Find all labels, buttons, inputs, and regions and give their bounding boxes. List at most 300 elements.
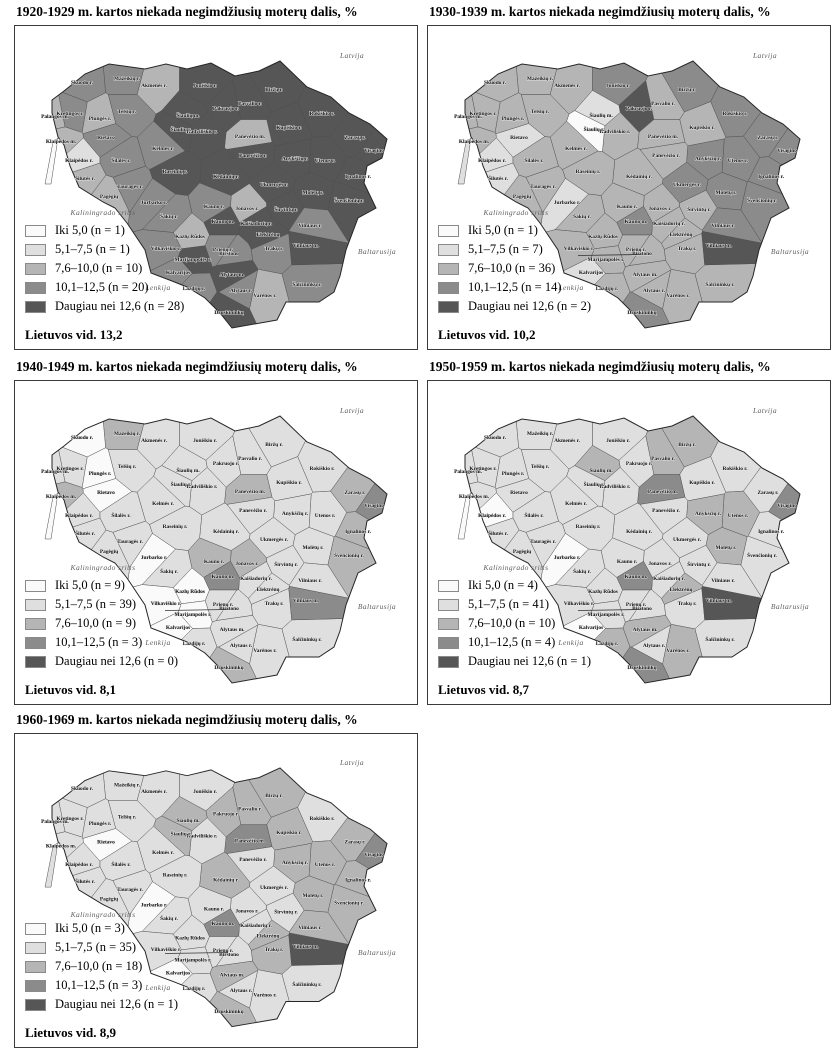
legend-swatch: [25, 244, 46, 256]
legend-row: [25, 636, 178, 649]
legend-label: 7,6–10,0 (n = 10): [55, 261, 143, 275]
municipality-label: Širvintų r.: [687, 207, 711, 213]
legend-row: [25, 281, 184, 294]
neighbor-label: Kaliningrado sritis: [483, 563, 549, 572]
legend-swatch: [25, 923, 46, 935]
municipality-label: Plungės r.: [88, 471, 112, 477]
municipality-label: Jonavos r.: [648, 206, 672, 212]
legend-row: [25, 979, 178, 992]
municipality-label: Vilniaus r.: [298, 223, 322, 229]
municipality-label: Vilniaus m.: [292, 944, 320, 951]
municipality-label: Kėdainių r.: [626, 529, 652, 535]
municipality-label: Alytaus r.: [229, 288, 253, 294]
municipality-label: Kaišiadorių r.: [653, 221, 685, 227]
municipality-label: Kretingos r.: [56, 111, 84, 117]
lithuania-average-label: Lietuvos vid. 8,1: [25, 682, 117, 697]
municipality-label: Mažeikių r.: [526, 76, 554, 82]
municipality-label: Ignalinos r.: [345, 877, 371, 884]
municipality-label: Kretingos r.: [469, 111, 497, 117]
municipality-label: Alytaus r.: [229, 643, 253, 649]
municipality-label: Pasvalio r.: [238, 101, 262, 107]
municipality-label: Klaipėdos m.: [458, 494, 490, 500]
municipality-label: Varėnos r.: [666, 293, 690, 299]
municipality-label: Klaipėdos m.: [45, 843, 77, 850]
municipality-label: Šakių r.: [160, 916, 178, 923]
municipality-label: Varėnos r.: [253, 293, 277, 299]
municipality-region: [428, 388, 478, 493]
legend-row: [438, 579, 591, 592]
municipality-label: Alytaus m.: [219, 272, 245, 278]
municipality-label: Druskininkų: [214, 310, 244, 316]
legend-label: Daugiau nei 12,6 (n = 28): [55, 299, 185, 313]
municipality-label: Klaipėdos r.: [65, 158, 93, 164]
municipality-label: Kazlų Rūdos: [175, 589, 205, 595]
municipality-label: Radviliškio r.: [599, 484, 631, 490]
municipality-label: Skuodo r.: [484, 80, 506, 86]
municipality-label: Kazlų Rūdos: [588, 589, 618, 595]
municipality-label: Telšių r.: [530, 109, 550, 115]
map-canvas: [427, 380, 831, 705]
legend: [25, 579, 178, 674]
municipality-label: Pakruojo r.: [625, 106, 653, 112]
legend-label: 5,1–7,5 (n = 7): [468, 242, 543, 256]
municipality-label: Akmenės r.: [554, 438, 580, 444]
legend-label: Daugiau nei 12,6 (n = 1): [468, 654, 591, 668]
legend-swatch: [25, 225, 46, 237]
municipality-label: Lazdijų r.: [182, 286, 206, 292]
map-panel-1950-1959: [427, 355, 831, 705]
municipality-label: Druskininkų: [627, 665, 657, 671]
municipality-label: Švenčionių r.: [747, 198, 777, 204]
municipality-label: Jonavos r.: [235, 206, 259, 212]
municipality-label: Utenos r.: [727, 158, 749, 164]
municipality-label: Lazdijų r.: [182, 985, 206, 992]
municipality-region: [15, 33, 65, 138]
legend-row: [25, 960, 178, 973]
municipality-label: Palangos m.: [41, 469, 69, 475]
municipality-label: Zarasų r.: [757, 135, 779, 141]
neighbor-label: Kaliningrado sritis: [70, 208, 136, 217]
municipality-label: Alytaus m.: [219, 972, 245, 979]
legend-label: 7,6–10,0 (n = 9): [55, 616, 136, 630]
municipality-label: Tauragės r.: [117, 539, 143, 545]
municipality-label: Vilniaus r.: [711, 223, 735, 229]
legend-label: 5,1–7,5 (n = 39): [55, 597, 136, 611]
municipality-label: Klaipėdos r.: [478, 158, 506, 164]
municipality-label: Lazdijų r.: [595, 286, 619, 292]
municipality-label: Anykščių r.: [281, 511, 309, 517]
municipality-label: Trakų r.: [677, 246, 697, 252]
municipality-region: [428, 33, 478, 138]
municipality-label: Elektrėnų: [669, 587, 693, 593]
municipality-label: Šiaulių m.: [589, 468, 613, 474]
municipality-label: Tauragės r.: [530, 184, 556, 190]
municipality-label: Kupiškio r.: [276, 829, 302, 836]
legend-swatch: [438, 618, 459, 630]
municipality-label: Panevėžio r.: [652, 153, 680, 159]
municipality-label: Rietavo: [97, 490, 115, 496]
municipality-label: Šiaulių r.: [170, 127, 192, 133]
municipality-label: Molėtų r.: [302, 190, 324, 196]
municipality-label: Šiaulių r.: [583, 482, 605, 488]
municipality-label: Visagino: [364, 148, 384, 154]
municipality-label: Panevėžio m.: [647, 489, 679, 495]
municipality-label: Marijampolės r.: [174, 957, 212, 964]
legend-swatch: [25, 580, 46, 592]
municipality-label: Biržų r.: [265, 442, 283, 448]
neighbor-label: Lenkija: [558, 638, 584, 647]
municipality-label: Trakų r.: [264, 601, 284, 607]
municipality-label: Pasvalio r.: [651, 101, 675, 107]
municipality-label: Varėnos r.: [666, 648, 690, 654]
neighbor-label: Baltarusija: [770, 247, 810, 256]
legend-row: [25, 598, 178, 611]
municipality-label: Kėdainių r.: [213, 877, 239, 884]
municipality-label: Pagėgių: [99, 194, 119, 200]
municipality-label: Plungės r.: [501, 471, 525, 477]
municipality-label: Šilutės r.: [488, 176, 508, 182]
municipality-label: Vilkaviškio r.: [150, 246, 182, 252]
municipality-label: Ignalinos r.: [758, 174, 784, 180]
legend-label: Daugiau nei 12,6 (n = 1): [55, 997, 178, 1011]
municipality-label: Panevėžio m.: [234, 134, 266, 140]
neighbor-label: Lenkija: [145, 638, 171, 647]
municipality-label: Raseinių r.: [575, 524, 601, 530]
municipality-label: Šakių r.: [573, 214, 591, 220]
municipality-label: Panevėžio r.: [239, 857, 267, 863]
municipality-label: Švenčionių r.: [334, 900, 364, 907]
municipality-label: Klaipėdos m.: [45, 494, 77, 500]
map-canvas: [14, 25, 418, 350]
municipality-label: Pakruojo r.: [212, 461, 240, 467]
municipality-label: Šilutės r.: [75, 176, 95, 182]
neighbor-label: Lenkija: [558, 283, 584, 292]
municipality-label: Rietavo: [510, 490, 528, 496]
municipality-label: Marijampolės r.: [587, 257, 625, 263]
municipality-label: Birštono: [219, 606, 239, 612]
municipality-label: Kauno m.: [624, 574, 648, 580]
municipality-label: Kėdainių r.: [213, 174, 239, 180]
municipality-label: Palangos m.: [41, 114, 69, 120]
legend-row: [438, 300, 591, 313]
municipality-label: Kretingos r.: [56, 466, 84, 472]
municipality-label: Vilniaus m.: [292, 243, 320, 249]
municipality-label: Mažeikių r.: [113, 76, 141, 82]
municipality-label: Rietavo: [97, 839, 115, 846]
municipality-label: Širvintų r.: [274, 909, 298, 916]
municipality-label: Klaipėdos m.: [45, 139, 77, 145]
municipality-label: Alytaus m.: [632, 272, 658, 278]
neighbor-label: Latvija: [339, 758, 365, 767]
municipality-label: Jurbarko r.: [553, 200, 581, 206]
municipality-label: Vilniaus r.: [711, 578, 735, 584]
legend-label: 10,1–12,5 (n = 3): [55, 635, 143, 649]
municipality-label: Kalvarijos: [165, 270, 191, 276]
municipality-label: Elektrėnų: [669, 232, 693, 238]
municipality-label: Anykščių r.: [281, 859, 309, 866]
municipality-label: Tauragės r.: [530, 539, 556, 545]
legend-label: 10,1–12,5 (n = 20): [55, 280, 149, 294]
legend-swatch: [438, 263, 459, 275]
municipality-label: Šiaulių m.: [176, 113, 200, 119]
municipality-label: Vilkaviškio r.: [563, 246, 595, 252]
municipality-label: Kazlų Rūdos: [175, 234, 205, 240]
municipality-label: Panevėžio m.: [647, 134, 679, 140]
municipality-label: Kupiškio r.: [689, 125, 715, 131]
municipality-label: Trakų r.: [677, 601, 697, 607]
municipality-label: Raseinių r.: [575, 169, 601, 175]
municipality-label: Kelmės r.: [565, 501, 587, 507]
legend-row: [25, 941, 178, 954]
municipality-label: Švenčionių r.: [747, 553, 777, 559]
municipality-label: Druskininkų: [627, 310, 657, 316]
municipality-label: Zarasų r.: [344, 839, 366, 846]
legend-swatch: [25, 282, 46, 294]
municipality-label: Šalčininkų r.: [292, 282, 322, 288]
municipality-label: Marijampolės r.: [174, 612, 212, 618]
neighbor-label: Baltarusija: [770, 602, 810, 611]
municipality-label: Alytaus m.: [632, 627, 658, 633]
neighbor-label: Lenkija: [145, 283, 171, 292]
municipality-region: [428, 381, 519, 457]
municipality-label: Širvintų r.: [274, 562, 298, 568]
municipality-label: Pagėgių: [512, 194, 532, 200]
municipality-label: Vilniaus m.: [292, 598, 320, 604]
legend-label: Iki 5,0 (n = 4): [468, 578, 538, 592]
municipality-label: Jonavos r.: [235, 561, 259, 567]
legend-swatch: [25, 999, 46, 1011]
municipality-label: Telšių r.: [117, 109, 137, 115]
municipality-label: Panevėžio m.: [234, 838, 266, 845]
municipality-label: Klaipėdos r.: [65, 861, 93, 868]
municipality-label: Skuodo r.: [71, 80, 93, 86]
municipality-label: Kalvarijos: [578, 270, 604, 276]
municipality-label: Birštono: [632, 251, 652, 257]
panel-title: 1960-1969 m. kartos niekada negimdžiusių moterų dalis, %: [16, 712, 358, 727]
municipality-label: Kaišiadorių r.: [240, 922, 272, 929]
municipality-label: Visagino: [364, 852, 384, 859]
neighbor-label: Latvija: [752, 51, 778, 60]
municipality-label: Švenčionių r.: [334, 198, 364, 204]
municipality-label: Šiaulių m.: [176, 468, 200, 474]
legend-row: [25, 655, 178, 668]
neighbor-label: Lenkija: [145, 982, 171, 992]
municipality-label: Klaipėdos m.: [458, 139, 490, 145]
municipality-label: Rokiškio r.: [309, 816, 335, 823]
municipality-region: [282, 263, 417, 349]
municipality-label: Kauno r.: [203, 906, 225, 913]
municipality-label: Radviliškio r.: [186, 484, 218, 490]
municipality-region: [695, 618, 830, 704]
legend-row: [25, 922, 178, 935]
municipality-label: Kauno r.: [203, 559, 225, 565]
legend-label: Iki 5,0 (n = 3): [55, 921, 125, 935]
municipality-label: Vilniaus m.: [705, 243, 733, 249]
legend-row: [25, 243, 184, 256]
municipality-label: Birštono: [632, 606, 652, 612]
map-canvas: [14, 733, 418, 1048]
legend-label: 10,1–12,5 (n = 4): [468, 635, 556, 649]
map-panel-1930-1939: [427, 0, 831, 350]
municipality-label: Panevėžio m.: [234, 489, 266, 495]
municipality-label: Jonavos r.: [235, 908, 259, 915]
municipality-label: Radviliškio r.: [186, 833, 218, 840]
panel-title: 1940-1949 m. kartos niekada negimdžiusių moterų dalis, %: [16, 359, 358, 374]
municipality-label: Rietavo: [97, 135, 115, 141]
neighbor-label: Baltarusija: [357, 602, 397, 611]
municipality-label: Šilutės r.: [75, 879, 95, 886]
municipality-label: Šilutės r.: [488, 531, 508, 537]
map-canvas: [427, 25, 831, 350]
municipality-label: Rietavo: [510, 135, 528, 141]
legend-row: [438, 243, 591, 256]
legend-row: [438, 281, 591, 294]
legend-swatch: [438, 580, 459, 592]
neighbor-label: Baltarusija: [357, 948, 397, 957]
legend-swatch: [25, 980, 46, 992]
municipality-label: Šiaulių m.: [176, 818, 200, 825]
municipality-label: Šiaulių r.: [170, 482, 192, 488]
municipality-label: Zarasų r.: [344, 490, 366, 496]
panel-title: 1920-1929 m. kartos niekada negimdžiusių moterų dalis, %: [16, 4, 358, 19]
municipality-label: Mažeikių r.: [113, 431, 141, 437]
municipality-label: Prienų r.: [625, 247, 647, 253]
municipality-label: Pasvalio r.: [238, 806, 262, 813]
municipality-label: Zarasų r.: [344, 135, 366, 141]
municipality-label: Kelmės r.: [152, 501, 174, 507]
municipality-label: Panevėžio r.: [652, 508, 680, 514]
municipality-label: Skuodo r.: [71, 786, 93, 793]
lithuania-average-label: Lietuvos vid. 8,9: [25, 1025, 117, 1040]
municipality-label: Druskininkų: [214, 1009, 244, 1016]
municipality-label: Švenčionių r.: [334, 553, 364, 559]
municipality-label: Kelmės r.: [152, 850, 174, 857]
municipality-label: Visagino: [777, 148, 797, 154]
municipality-label: Šilalės r.: [524, 513, 544, 519]
municipality-label: Joniškio r.: [606, 83, 630, 89]
legend-row: [438, 617, 591, 630]
municipality-label: Ukmergės r.: [673, 537, 701, 543]
municipality-label: Vilniaus m.: [705, 598, 733, 604]
neighbor-label: Kaliningrado sritis: [70, 563, 136, 572]
municipality-label: Vilkaviškio r.: [150, 601, 182, 607]
municipality-label: Šilalės r.: [111, 158, 131, 164]
municipality-label: Jonavos r.: [648, 561, 672, 567]
lithuania-average-label: Lietuvos vid. 13,2: [25, 327, 123, 342]
municipality-label: Vilniaus r.: [298, 924, 322, 931]
municipality-label: Skuodo r.: [484, 435, 506, 441]
municipality-region: [428, 26, 519, 102]
municipality-label: Ignalinos r.: [758, 529, 784, 535]
municipality-label: Kauno m.: [624, 219, 648, 225]
municipality-label: Raseinių r.: [162, 169, 188, 175]
legend-label: Iki 5,0 (n = 1): [55, 223, 125, 237]
municipality-region: [282, 964, 417, 1047]
municipality-label: Vilkaviškio r.: [563, 601, 595, 607]
municipality-label: Kelmės r.: [565, 146, 587, 152]
municipality-label: Jurbarko r.: [140, 902, 168, 909]
municipality-label: Visagino: [777, 503, 797, 509]
municipality-label: Varėnos r.: [253, 648, 277, 654]
municipality-label: Biržų r.: [265, 87, 283, 93]
legend-swatch: [438, 244, 459, 256]
map-panel-1940-1949: [14, 355, 418, 705]
municipality-label: Kėdainių r.: [626, 174, 652, 180]
legend-row: [25, 579, 178, 592]
legend-swatch: [25, 656, 46, 668]
municipality-label: Molėtų r.: [302, 545, 324, 551]
municipality-region: [15, 381, 106, 457]
municipality-label: Pagėgių: [99, 896, 119, 903]
municipality-label: Utenos r.: [314, 513, 336, 519]
municipality-label: Pakruojo r.: [212, 811, 240, 818]
municipality-label: Molėtų r.: [302, 892, 324, 899]
municipality-label: Palangos m.: [454, 469, 482, 475]
municipality-label: Birštono: [219, 951, 239, 958]
municipality-label: Birštono: [219, 251, 239, 257]
municipality-label: Elektrėnų: [256, 232, 280, 238]
municipality-label: Šakių r.: [160, 569, 178, 575]
municipality-label: Širvintų r.: [687, 562, 711, 568]
municipality-label: Raseinių r.: [162, 524, 188, 530]
municipality-label: Biržų r.: [678, 87, 696, 93]
legend-swatch: [438, 301, 459, 313]
municipality-label: Marijampolės r.: [174, 257, 212, 263]
municipality-label: Kupiškio r.: [276, 480, 302, 486]
legend-row: [438, 262, 591, 275]
legend-label: 5,1–7,5 (n = 41): [468, 597, 549, 611]
municipality-label: Kalvarijos: [165, 970, 191, 977]
municipality-label: Ignalinos r.: [345, 529, 371, 535]
legend-label: 7,6–10,0 (n = 18): [55, 959, 143, 973]
municipality-label: Alytaus m.: [219, 627, 245, 633]
municipality-label: Ukmergės r.: [260, 537, 288, 543]
municipality-label: Ignalinos r.: [345, 174, 371, 180]
legend-label: 10,1–12,5 (n = 14): [468, 280, 562, 294]
legend-swatch: [438, 282, 459, 294]
municipality-label: Klaipėdos r.: [478, 513, 506, 519]
legend-label: 5,1–7,5 (n = 1): [55, 242, 130, 256]
municipality-label: Prienų r.: [212, 948, 234, 955]
legend: [438, 579, 591, 674]
municipality-label: Ukmergės r.: [260, 182, 288, 188]
municipality-label: Alytaus r.: [642, 288, 666, 294]
municipality-label: Šalčininkų r.: [705, 637, 735, 643]
legend-row: [438, 655, 591, 668]
municipality-label: Šalčininkų r.: [705, 282, 735, 288]
legend-swatch: [438, 656, 459, 668]
municipality-label: Plungės r.: [88, 116, 112, 122]
legend-label: 7,6–10,0 (n = 36): [468, 261, 556, 275]
municipality-label: Kauno r.: [616, 559, 638, 565]
municipality-label: Marijampolės r.: [587, 612, 625, 618]
municipality-label: Anykščių r.: [694, 511, 722, 517]
municipality-region: [15, 740, 65, 841]
municipality-label: Ukmergės r.: [673, 182, 701, 188]
municipality-region: [695, 263, 830, 349]
municipality-label: Biržų r.: [265, 793, 283, 799]
legend-row: [438, 224, 591, 237]
municipality-label: Zarasų r.: [757, 490, 779, 496]
neighbor-label: Latvija: [339, 51, 365, 60]
municipality-label: Kazlų Rūdos: [175, 935, 205, 942]
municipality-label: Šalčininkų r.: [292, 637, 322, 643]
legend-swatch: [438, 637, 459, 649]
municipality-label: Prienų r.: [625, 602, 647, 608]
legend-label: 10,1–12,5 (n = 3): [55, 978, 143, 992]
municipality-label: Šilalės r.: [524, 158, 544, 164]
neighbor-label: Kaliningrado sritis: [483, 208, 549, 217]
